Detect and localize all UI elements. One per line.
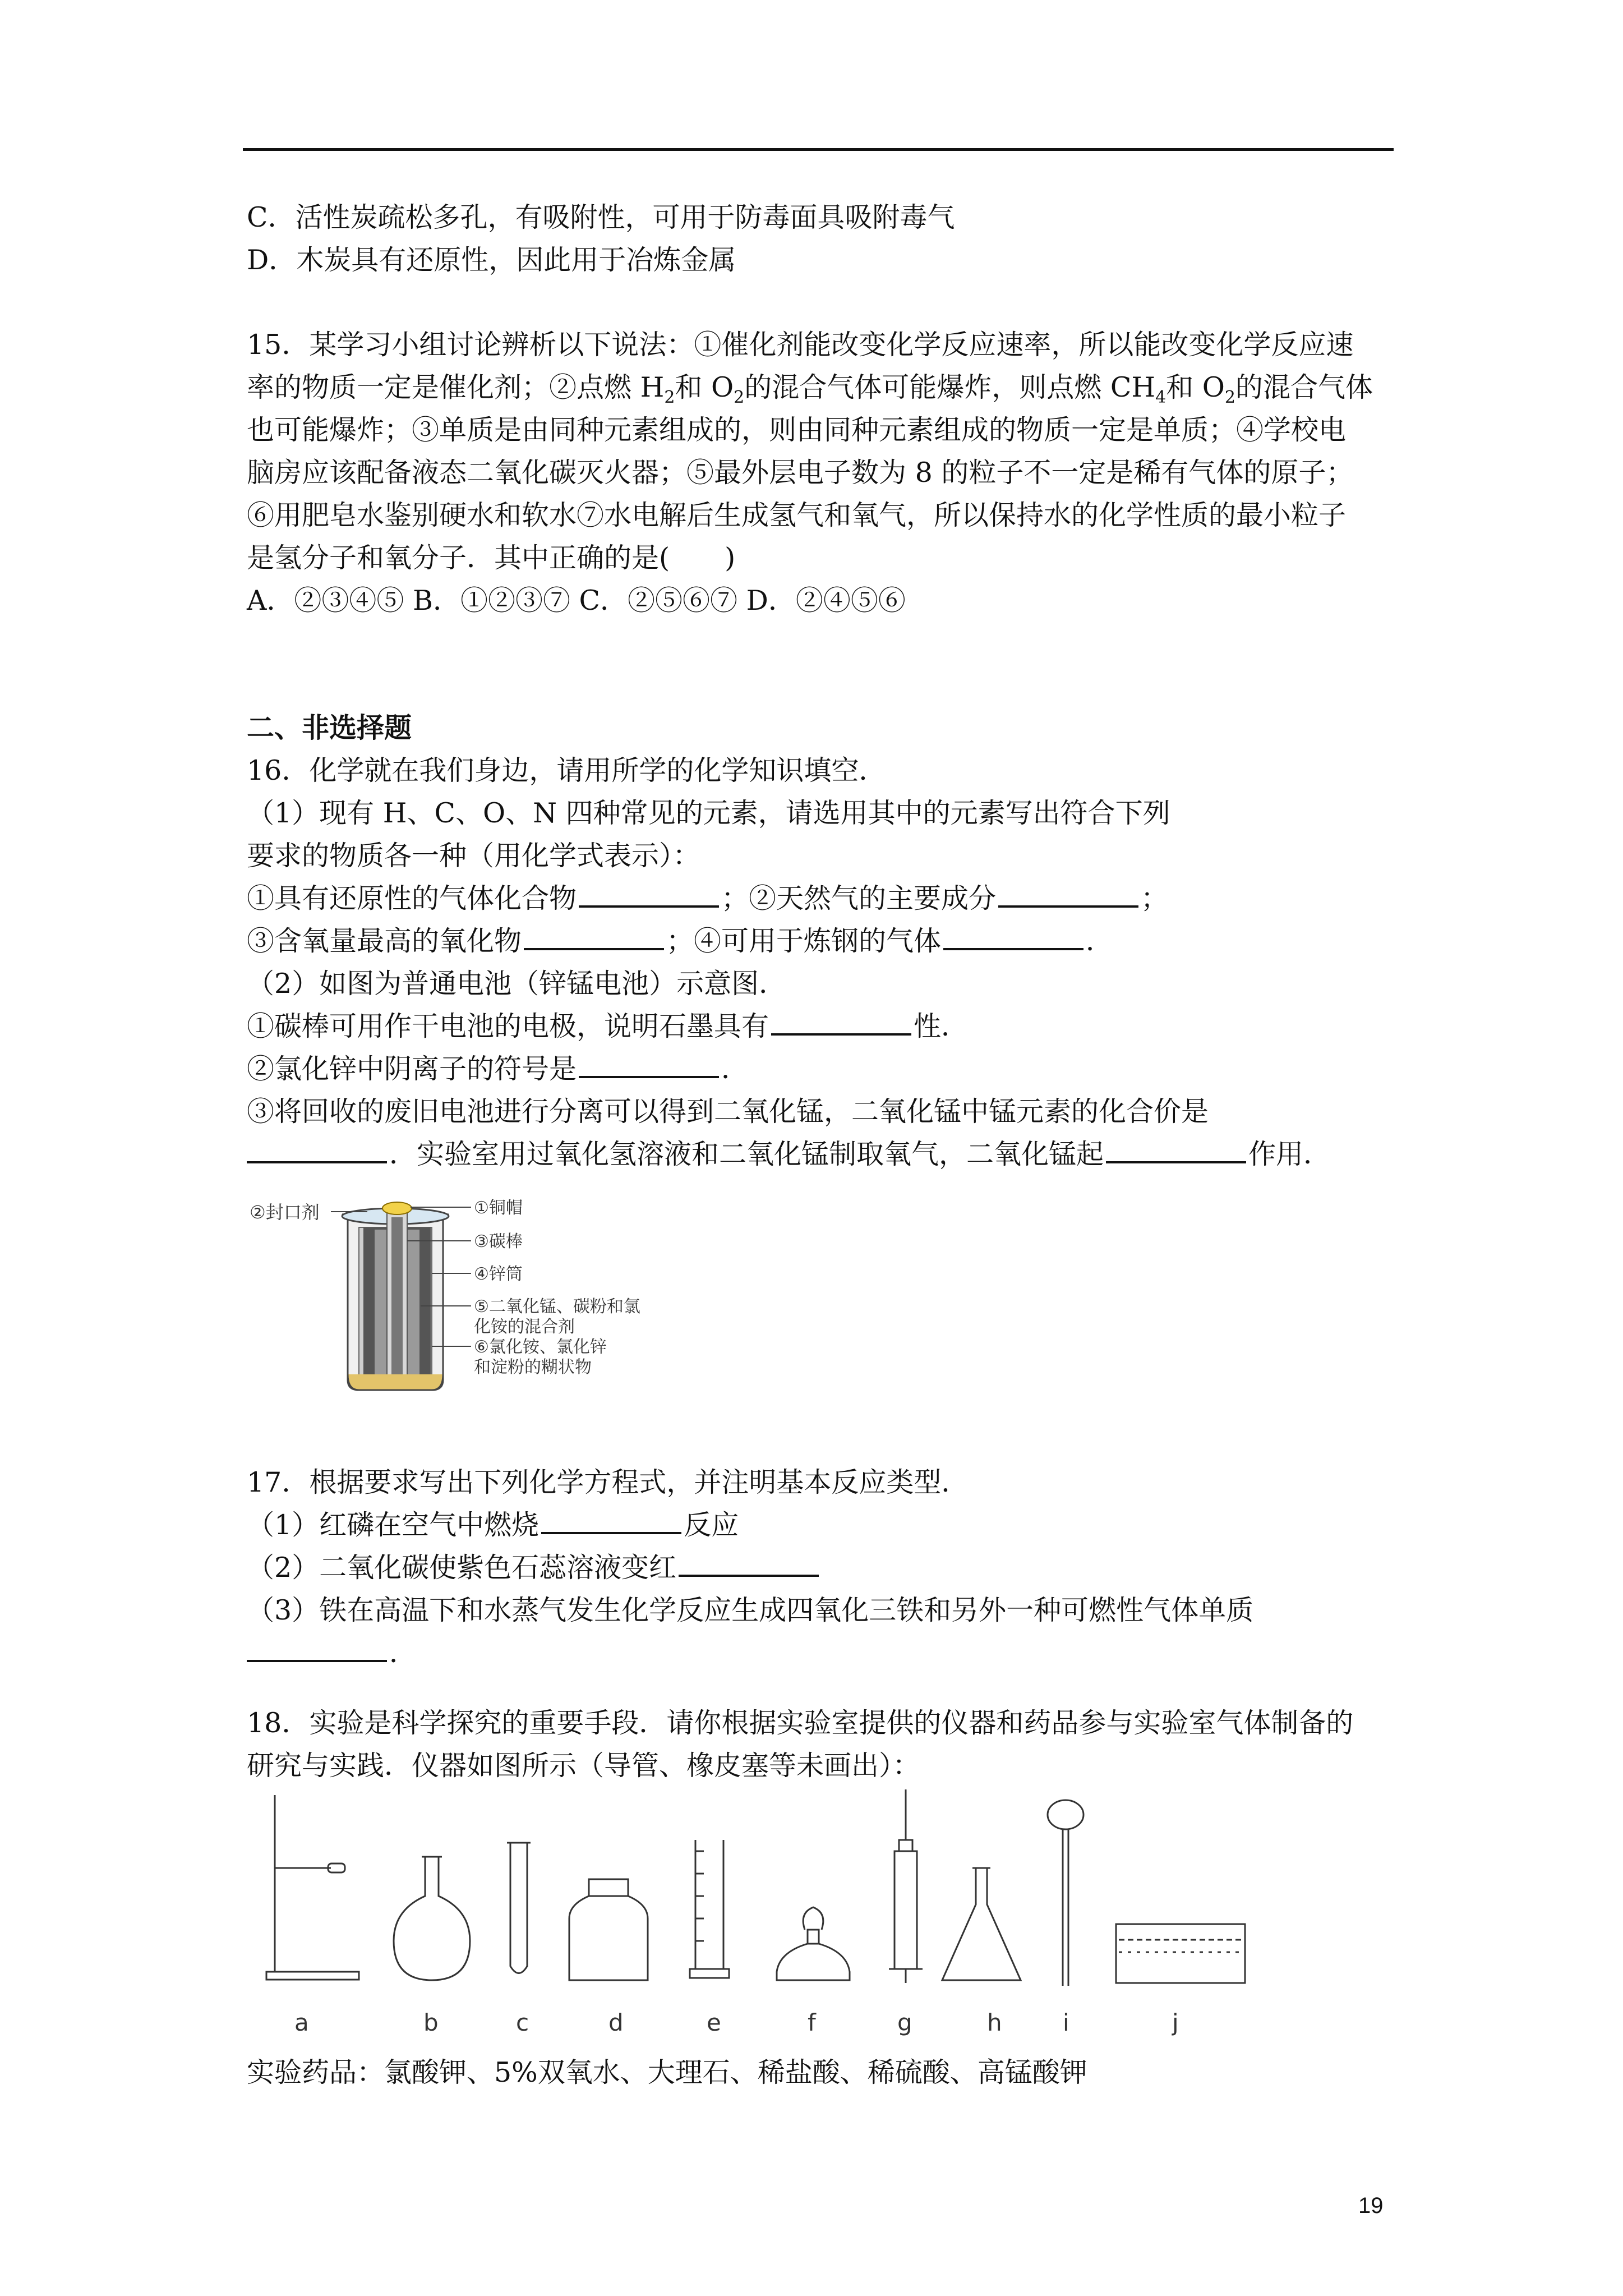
q15-line-2: 率的物质一定是催化剂；②点燃 $H_2$和 $O_2$的混合气体可能爆炸，则点燃 $CH_4$和 $O_2$的混合气体 (247, 371, 1373, 407)
q15-line-1: 15．某学习小组讨论辨析以下说法：①催化剂能改变化学反应速率，所以能改变化学反应速 (247, 329, 1354, 361)
label-i: i (1063, 2009, 1069, 2036)
answer-blank (943, 926, 1083, 950)
bottle-d (569, 1879, 648, 1980)
label-sealant: ②封口剂 (250, 1202, 320, 1223)
q16-part2: （2）如图为普通电池（锌锰电池）示意图． (247, 968, 787, 1000)
funnel-i (1048, 1800, 1083, 1986)
q16-sub-2: ②氯化锌中阴离子的符号是 ． (247, 1053, 749, 1085)
q16-sub-3: ③将回收的废旧电池进行分离可以得到二氧化锰，二氧化锰中锰元素的化合价是 (247, 1096, 1209, 1128)
syringe-g (889, 1789, 923, 1983)
answer-blank (247, 1637, 387, 1662)
label-e: e (707, 2009, 721, 2036)
q15-line-6: 是氢分子和氧分子．其中正确的是( ) (247, 542, 736, 574)
label-h: h (987, 2009, 1002, 2036)
label-f: f (808, 2009, 816, 2036)
answer-blank (579, 1053, 719, 1078)
label-g: g (897, 2009, 912, 2036)
label-mixture-1: ⑤二氧化锰、碳粉和氯 (474, 1297, 640, 1317)
answer-blank (771, 1011, 911, 1036)
q15-line-5: ⑥用肥皂水鉴别硬水和软水⑦水电解后生成氢气和氧气，所以保持水的化学性质的最小粒子 (247, 499, 1347, 531)
trough-j (1116, 1924, 1245, 1983)
label-d: d (608, 2009, 624, 2036)
q15-line-3: 也可能爆炸；③单质是由同种元素组成的，则由同种元素组成的物质一定是单质；④学校电 (247, 414, 1347, 446)
label-b: b (423, 2009, 439, 2036)
q16-title: 16．化学就在我们身边，请用所学的化学知识填空． (247, 754, 887, 786)
answer-blank (679, 1552, 819, 1577)
label-carbon-rod: ③碳棒 (474, 1232, 523, 1251)
apparatus-diagram (247, 1789, 1279, 2047)
alcohol-lamp-f (777, 1907, 850, 1980)
q17-part-3-answer: ． (247, 1636, 417, 1670)
q18-line-2: 研究与实践．仪器如图所示（导管、橡皮塞等未画出）： (247, 1750, 920, 1782)
answer-blank (579, 883, 719, 908)
q14-option-c: C．活性炭疏松多孔，有吸附性，可用于防毒面具吸附毒气 (247, 201, 955, 233)
page-number: 19 (1358, 2193, 1384, 2218)
q16-row-2: ③含氧量最高的氧化物 ；④可用于炼钢的气体 ． (247, 925, 1114, 957)
label-paste-1: ⑥氯化铵、氯化锌 (474, 1337, 607, 1357)
q16-row-1: ①具有还原性的气体化合物 ；②天然气的主要成分 ； (247, 882, 1169, 914)
answer-blank (998, 883, 1138, 908)
q16-part1-line-b: 要求的物质各一种（用化学式表示）： (247, 840, 700, 872)
header-rule (243, 148, 1394, 151)
label-a: a (294, 2009, 309, 2036)
label-j: j (1172, 2009, 1179, 2036)
answer-blank (541, 1510, 681, 1534)
test-tube-c (507, 1843, 531, 1973)
q14-option-d: D．木炭具有还原性，因此用于冶炼金属 (247, 244, 736, 276)
answer-blank (1106, 1139, 1246, 1163)
answer-blank (524, 926, 664, 950)
q16-sub-4: ．实验室用过氧化氢溶液和二氧化锰制取氧气，二氧化锰起 作用． (247, 1138, 1331, 1171)
section-heading: 二、非选择题 (247, 712, 412, 744)
battery-diagram (247, 1195, 740, 1402)
label-c: c (516, 2009, 529, 2036)
cylinder-e (690, 1840, 729, 1978)
iron-stand-a (266, 1795, 359, 1980)
q15-line-4: 脑房应该配备液态二氧化碳灭火器；⑤最外层电子数为 8 的粒子不一定是稀有气体的原子； (247, 457, 1354, 489)
q16-part1-line-a: （1）现有 H、C、O、N 四种常见的元素，请选用其中的元素写出符合下列 (247, 797, 1170, 829)
q18-reagents: 实验药品：氯酸钾、5%双氧水、大理石、稀盐酸、稀硫酸、高锰酸钾 (247, 2056, 1087, 2088)
conical-flask-h (942, 1868, 1021, 1980)
flask-b (394, 1857, 470, 1980)
answer-blank (247, 1139, 387, 1163)
label-paste-2: 和淀粉的糊状物 (474, 1358, 592, 1377)
label-zinc-can: ④锌筒 (474, 1264, 523, 1284)
q17-part-3: （3）铁在高温下和水蒸气发生化学反应生成四氧化三铁和另外一种可燃性气体单质 (247, 1594, 1254, 1626)
q16-sub-1: ①碳棒可用作干电池的电极，说明石墨具有 性． (247, 1010, 969, 1042)
label-copper-cap: ①铜帽 (474, 1198, 523, 1218)
q15-options: A．②③④⑤ B．①②③⑦ C．②⑤⑥⑦ D．②④⑤⑥ (247, 585, 906, 616)
q17-part-1: （1）红磷在空气中燃烧 反应 (247, 1509, 739, 1541)
q17-title: 17．根据要求写出下列化学方程式，并注明基本反应类型． (247, 1466, 969, 1498)
q17-part-2: （2）二氧化碳使紫色石蕊溶液变红 (247, 1551, 821, 1585)
q18-line-1: 18．实验是科学探究的重要手段．请你根据实验室提供的仪器和药品参与实验室气体制备的 (247, 1707, 1354, 1739)
label-mixture-2: 化铵的混合剂 (474, 1317, 575, 1337)
